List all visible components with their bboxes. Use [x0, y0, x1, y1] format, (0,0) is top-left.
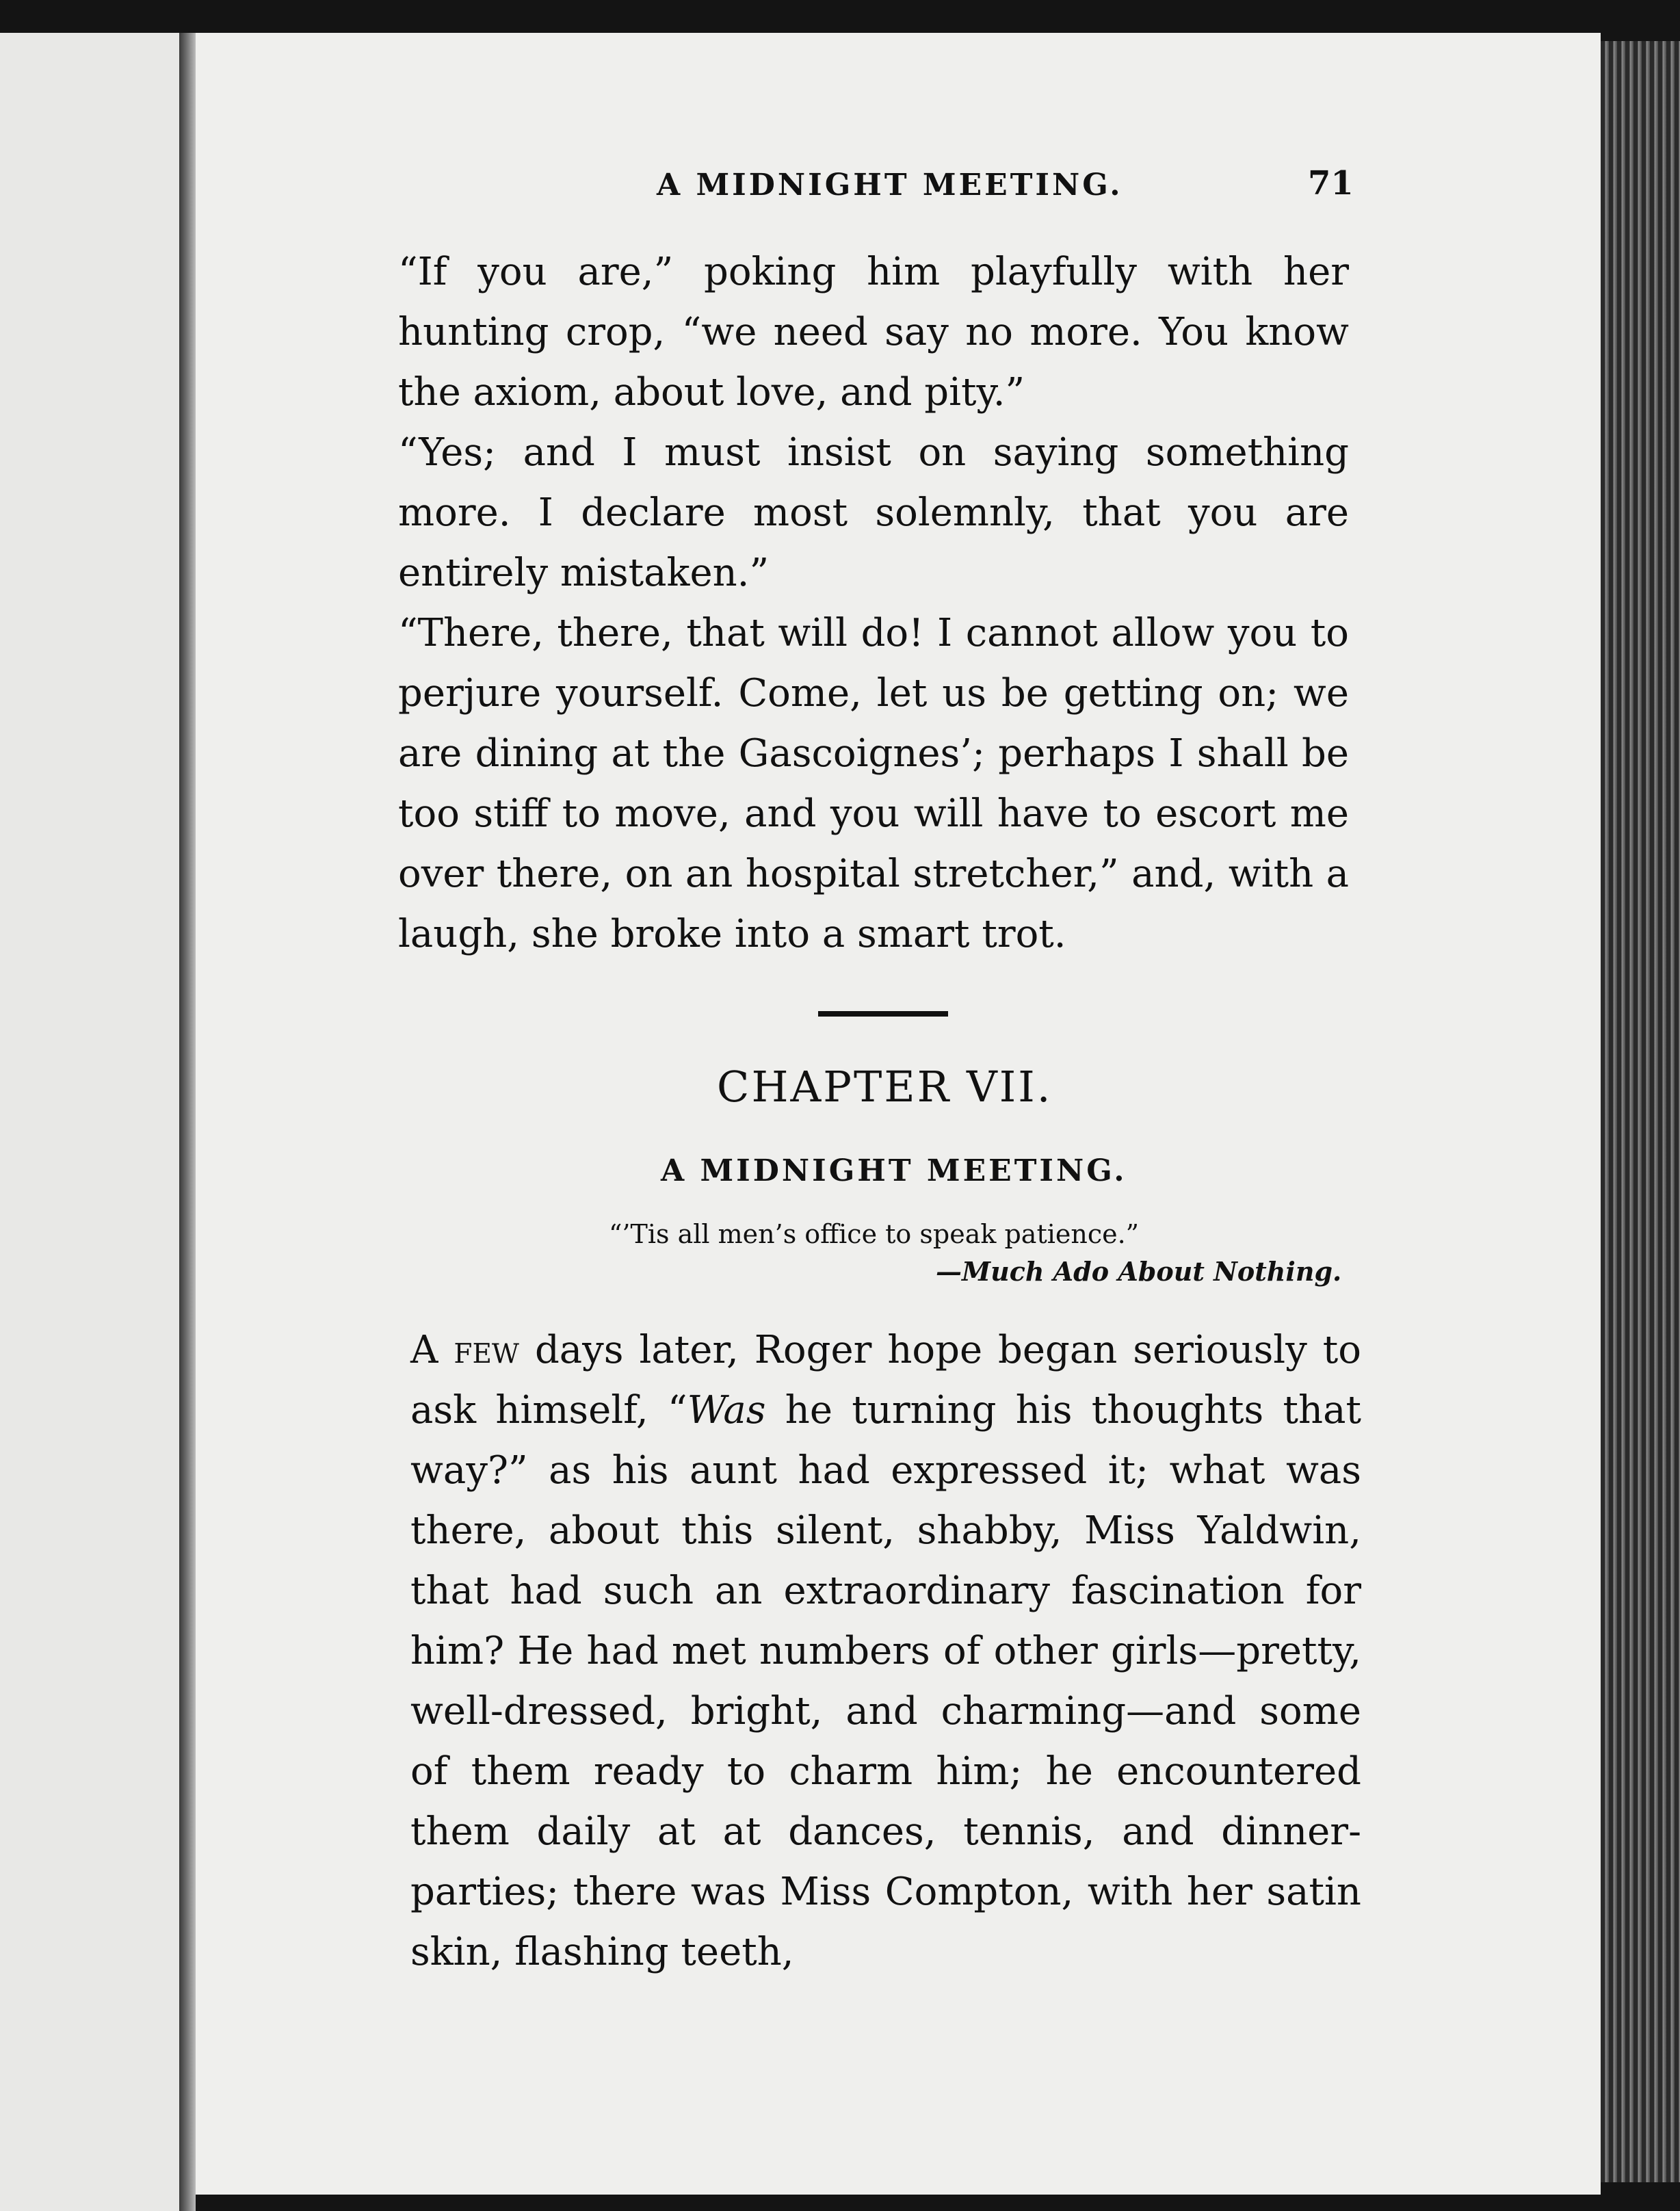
page-number: 71	[1308, 164, 1354, 202]
section-rule	[818, 1011, 948, 1017]
opening-italic-word: Was	[687, 1388, 766, 1432]
paragraph: “If you are,” poking him playfully with her hunting crop, “we need say no more. You know the axiom, about love, and pity.”	[398, 250, 1349, 415]
paragraph: “There, there, that will do! I cannot allow you to perjure yourself. Come, let us be getting on; we are dining at the Gascoignes’; perhaps I shall be too stiff to move, and you will have to escort me over there, on an hospital stretcher,” and, with a laugh, she broke into a smart trot.	[398, 611, 1349, 956]
opening-smallcaps: few	[454, 1328, 520, 1372]
left-page-margin	[0, 33, 179, 2211]
epigraph-quote: “’Tis all men’s office to speak patience.”	[609, 1219, 1140, 1249]
paragraph: “Yes; and I must insist on saying something more. I declare most solemnly, that you are entirely mistaken.”	[398, 430, 1349, 595]
chapter-heading: CHAPTER VII.	[717, 1062, 1053, 1112]
running-title: A MIDNIGHT MEETING.	[657, 168, 1123, 202]
chapter-title: A MIDNIGHT MEETING.	[661, 1153, 1127, 1188]
page-edges	[1601, 41, 1680, 2182]
chapter-opening-paragraph	[410, 1320, 1361, 1983]
opening-initial: A	[410, 1328, 438, 1372]
opening-text-b: he turning his thoughts that way?” as his aunt had expressed it; what was there, about this silent, shabby, Miss Yaldwin, that had such an extraordinary fascination for him? He had met numbers of other girls—pretty, well-dressed, bright, and charming—and some of them ready to charm him; he encountered them daily at at dances, tennis, and dinner-parties; there was Miss Compton, with her satin skin, flashing teeth,	[410, 1388, 1362, 1974]
book-gutter	[179, 33, 196, 2211]
opening-text-a: days later, Roger hope began seriously to ask himself, “	[410, 1328, 1361, 1432]
epigraph-source: —Much Ado About Nothing.	[936, 1256, 1342, 1287]
